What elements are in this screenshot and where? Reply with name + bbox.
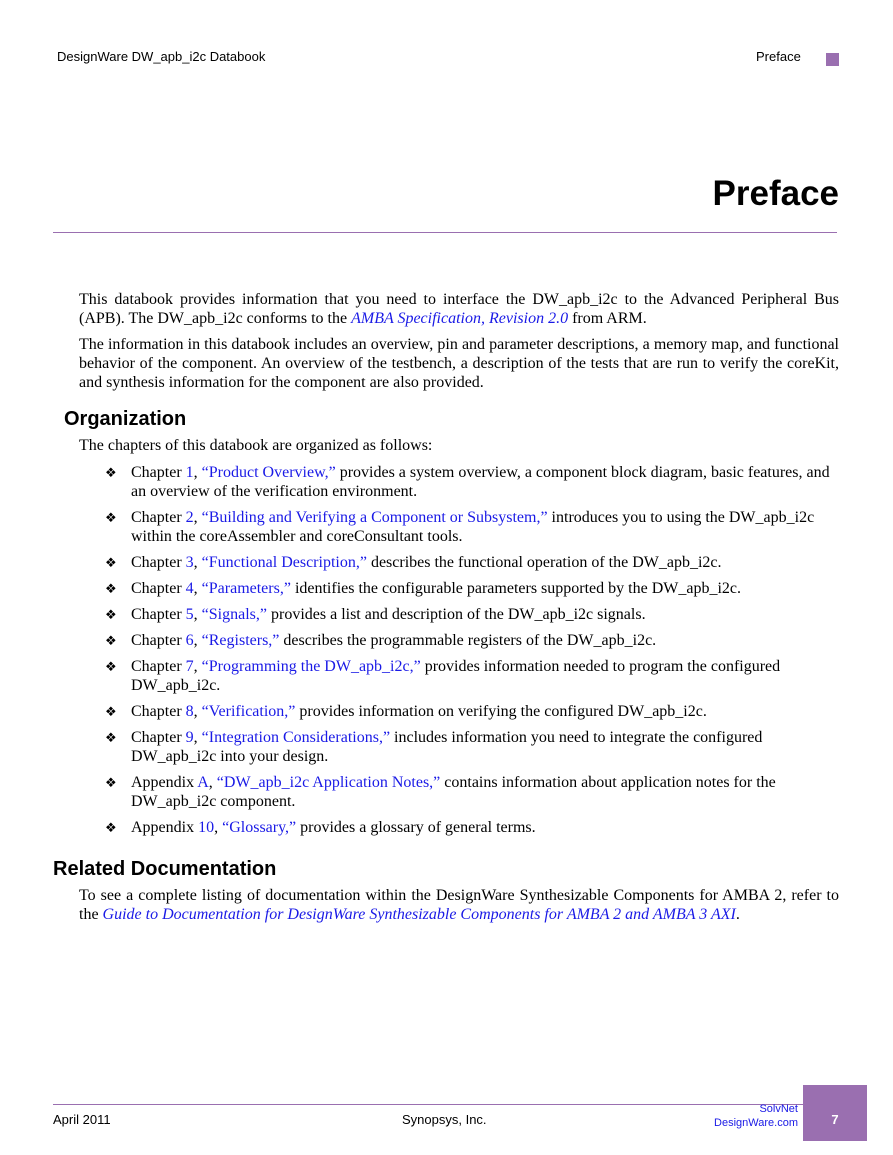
chapter-comma: , [193, 554, 202, 571]
diamond-bullet-icon: ❖ [105, 607, 117, 622]
chapter-comma: , [193, 509, 202, 526]
chapter-list-item [79, 631, 839, 650]
organization-intro: The chapters of this databook are organized as follows: [79, 437, 433, 454]
footer-divider [53, 1104, 803, 1105]
diamond-bullet-icon: ❖ [105, 510, 117, 525]
chapter-number-link[interactable]: 5 [185, 606, 194, 623]
chapter-description: provides information needed to program the configured DW_apb_i2c. [131, 658, 781, 694]
running-header-section: Preface [756, 49, 801, 64]
chapter-title-link[interactable]: “Functional Description,” [201, 554, 367, 571]
solvnet-link[interactable]: SolvNet [759, 1103, 798, 1115]
related-docs-paragraph [79, 886, 839, 924]
chapter-list-item [79, 657, 839, 695]
chapter-prefix: Chapter [131, 580, 186, 597]
chapter-list-item [79, 579, 839, 598]
chapter-description: identifies the configurable parameters supported by the DW_apb_i2c. [290, 580, 742, 597]
diamond-bullet-icon: ❖ [105, 633, 117, 648]
footer-company: Synopsys, Inc. [402, 1112, 487, 1127]
diamond-bullet-icon: ❖ [105, 730, 117, 745]
chapter-list [79, 463, 839, 844]
chapter-prefix: Chapter [131, 464, 186, 481]
title-divider [53, 232, 837, 233]
related-text-end: . [735, 906, 740, 923]
chapter-description: describes the programmable registers of the DW_apb_i2c. [279, 632, 657, 649]
related-text: To see a complete listing of documentation within the DesignWare Synthesizable Components for AMBA 2, refer to the [79, 887, 839, 923]
chapter-comma: , [193, 729, 202, 746]
diamond-bullet-icon: ❖ [105, 659, 117, 674]
chapter-number-link[interactable]: 3 [185, 554, 194, 571]
chapter-number-link[interactable]: 10 [198, 819, 215, 836]
diamond-bullet-icon: ❖ [105, 581, 117, 596]
chapter-comma: , [208, 774, 217, 791]
chapter-list-item [79, 818, 839, 837]
footer-date: April 2011 [53, 1112, 111, 1127]
chapter-title-link[interactable]: “Integration Considerations,” [201, 729, 391, 746]
diamond-bullet-icon: ❖ [105, 465, 117, 480]
diamond-bullet-icon: ❖ [105, 704, 117, 719]
chapter-prefix: Appendix [131, 819, 199, 836]
chapter-list-item [79, 702, 839, 721]
chapter-list-item [79, 463, 839, 501]
chapter-prefix: Chapter [131, 632, 186, 649]
chapter-prefix: Chapter [131, 509, 186, 526]
chapter-comma: , [193, 606, 202, 623]
intro-paragraph-2: The information in this databook includes an overview, pin and parameter descriptions, a memory map, and functional behavior of the component. An overview of the testbench, a description of the tests that are run to verify the coreKit, and synthesis information for the component are also provided. [79, 336, 839, 391]
chapter-comma: , [193, 464, 202, 481]
chapter-prefix: Chapter [131, 606, 186, 623]
chapter-title-link[interactable]: “Building and Verifying a Component or Subsystem,” [201, 509, 548, 526]
diamond-bullet-icon: ❖ [105, 555, 117, 570]
chapter-number-link[interactable]: 6 [185, 632, 194, 649]
chapter-list-item [79, 773, 839, 811]
related-docs-heading: Related Documentation [53, 858, 277, 880]
header-accent-square [826, 53, 839, 66]
organization-heading: Organization [64, 408, 187, 430]
chapter-title-link[interactable]: “Verification,” [201, 703, 296, 720]
chapter-number-link[interactable]: 9 [185, 729, 194, 746]
chapter-title-link[interactable]: “DW_apb_i2c Application Notes,” [216, 774, 441, 791]
running-header-title: DesignWare DW_apb_i2c Databook [57, 49, 266, 64]
chapter-list-item [79, 553, 839, 572]
chapter-description: contains information about application notes for the DW_apb_i2c component. [131, 774, 776, 810]
diamond-bullet-icon: ❖ [105, 775, 117, 790]
chapter-title-link[interactable]: “Product Overview,” [201, 464, 336, 481]
chapter-list-item [79, 728, 839, 766]
chapter-comma: , [193, 580, 202, 597]
chapter-description: describes the functional operation of the DW_apb_i2c. [366, 554, 722, 571]
chapter-number-link[interactable]: 2 [185, 509, 194, 526]
chapter-comma: , [193, 658, 202, 675]
chapter-description: includes information you need to integrate the configured DW_apb_i2c into your design. [131, 729, 763, 765]
chapter-prefix: Appendix [131, 774, 198, 791]
page-number: 7 [831, 1112, 839, 1127]
chapter-number-link[interactable]: A [197, 774, 209, 791]
chapter-description: provides a system overview, a component block diagram, basic features, and an overview of the verification environment. [131, 464, 830, 500]
doc-guide-link[interactable]: Guide to Documentation for DesignWare Synthesizable Components for AMBA 2 and AMBA 3 AXI [102, 906, 736, 923]
chapter-title-link[interactable]: “Registers,” [201, 632, 280, 649]
chapter-title-link[interactable]: “Glossary,” [222, 819, 297, 836]
chapter-comma: , [214, 819, 223, 836]
intro-paragraph-1 [79, 290, 839, 328]
chapter-title-link[interactable]: “Programming the DW_apb_i2c,” [201, 658, 421, 675]
designware-link[interactable]: DesignWare.com [714, 1117, 798, 1129]
chapter-title-link[interactable]: “Parameters,” [201, 580, 291, 597]
page-title: Preface [712, 174, 839, 213]
chapter-description: provides information on verifying the configured DW_apb_i2c. [295, 703, 707, 720]
chapter-list-item [79, 605, 839, 624]
chapter-prefix: Chapter [131, 554, 186, 571]
chapter-comma: , [193, 703, 202, 720]
page-number-box [803, 1085, 867, 1141]
chapter-list-item [79, 508, 839, 546]
chapter-prefix: Chapter [131, 729, 186, 746]
intro-text-end: from ARM. [568, 310, 647, 327]
amba-spec-link[interactable]: AMBA Specification, Revision 2.0 [351, 310, 569, 327]
chapter-number-link[interactable]: 8 [185, 703, 194, 720]
chapter-comma: , [193, 632, 202, 649]
chapter-description: introduces you to using the DW_apb_i2c within the coreAssembler and coreConsultant tools. [131, 509, 815, 545]
chapter-number-link[interactable]: 7 [185, 658, 194, 675]
chapter-prefix: Chapter [131, 703, 186, 720]
chapter-number-link[interactable]: 1 [185, 464, 194, 481]
chapter-title-link[interactable]: “Signals,” [201, 606, 267, 623]
chapter-description: provides a glossary of general terms. [296, 819, 536, 836]
chapter-description: provides a list and description of the DW_apb_i2c signals. [266, 606, 646, 623]
chapter-number-link[interactable]: 4 [185, 580, 194, 597]
chapter-prefix: Chapter [131, 658, 186, 675]
diamond-bullet-icon: ❖ [105, 820, 117, 835]
intro-text: This databook provides information that you need to interface the DW_apb_i2c to the Advanced Peripheral Bus (APB). The DW_apb_i2c conforms to the [79, 291, 839, 327]
